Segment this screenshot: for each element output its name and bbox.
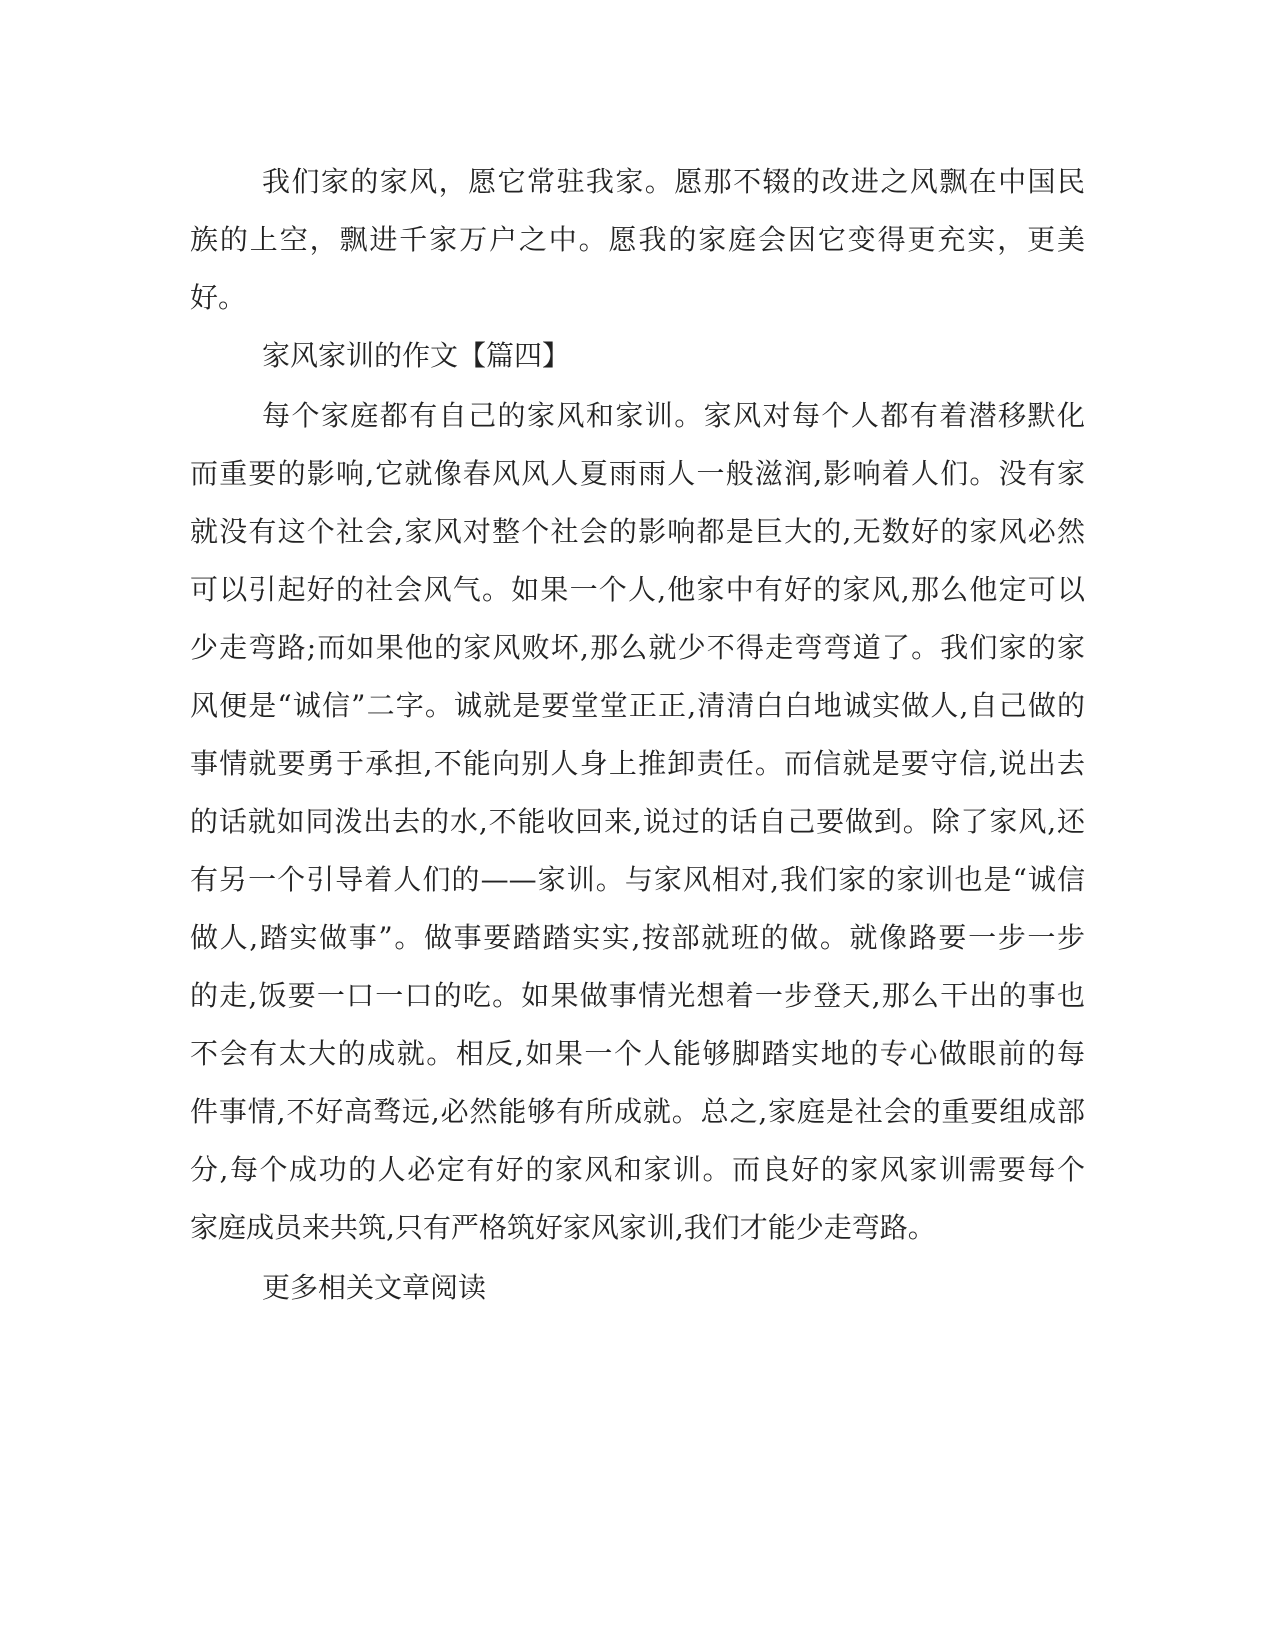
paragraph-line: 我们家的家风，愿它常驻我家。愿那不辍的改进之风飘在中国民 [262,165,1085,198]
paragraph-line: 好。 [190,281,247,314]
paragraph-line: 不会有太大的成就。相反,如果一个人能够脚踏实地的专心做眼前的每 [190,1037,1085,1070]
section-heading: 家风家训的作文【篇四】 [262,339,571,372]
more-articles-link[interactable]: 更多相关文章阅读 [262,1271,487,1304]
paragraph-line: 的话就如同泼出去的水,不能收回来,说过的话自己要做到。除了家风,还 [190,805,1085,838]
paragraph-line: 做人,踏实做事”。做事要踏踏实实,按部就班的做。就像路要一步一步 [190,921,1085,954]
paragraph-line: 分,每个成功的人必定有好的家风和家训。而良好的家风家训需要每个 [190,1153,1085,1186]
paragraph-line: 事情就要勇于承担,不能向别人身上推卸责任。而信就是要守信,说出去 [190,747,1085,780]
paragraph-line: 而重要的影响,它就像春风风人夏雨雨人一般滋润,影响着人们。没有家 [190,457,1085,490]
paragraph-line: 就没有这个社会,家风对整个社会的影响都是巨大的,无数好的家风必然 [190,515,1085,548]
paragraph-line: 的走,饭要一口一口的吃。如果做事情光想着一步登天,那么干出的事也 [190,979,1085,1012]
paragraph-line: 件事情,不好高骛远,必然能够有所成就。总之,家庭是社会的重要组成部 [190,1095,1085,1128]
paragraph-line: 族的上空，飘进千家万户之中。愿我的家庭会因它变得更充实，更美 [190,223,1085,256]
paragraph-line: 风便是“诚信”二字。诚就是要堂堂正正,清清白白地诚实做人,自己做的 [190,689,1085,722]
paragraph-line: 家庭成员来共筑,只有严格筑好家风家训,我们才能少走弯路。 [190,1211,936,1244]
paragraph-line: 少走弯路;而如果他的家风败坏,那么就少不得走弯弯道了。我们家的家 [190,631,1085,664]
paragraph-line: 有另一个引导着人们的——家训。与家风相对,我们家的家训也是“诚信 [190,863,1085,896]
paragraph-line: 每个家庭都有自己的家风和家训。家风对每个人都有着潜移默化 [262,399,1085,432]
paragraph-line: 可以引起好的社会风气。如果一个人,他家中有好的家风,那么他定可以 [190,573,1085,606]
